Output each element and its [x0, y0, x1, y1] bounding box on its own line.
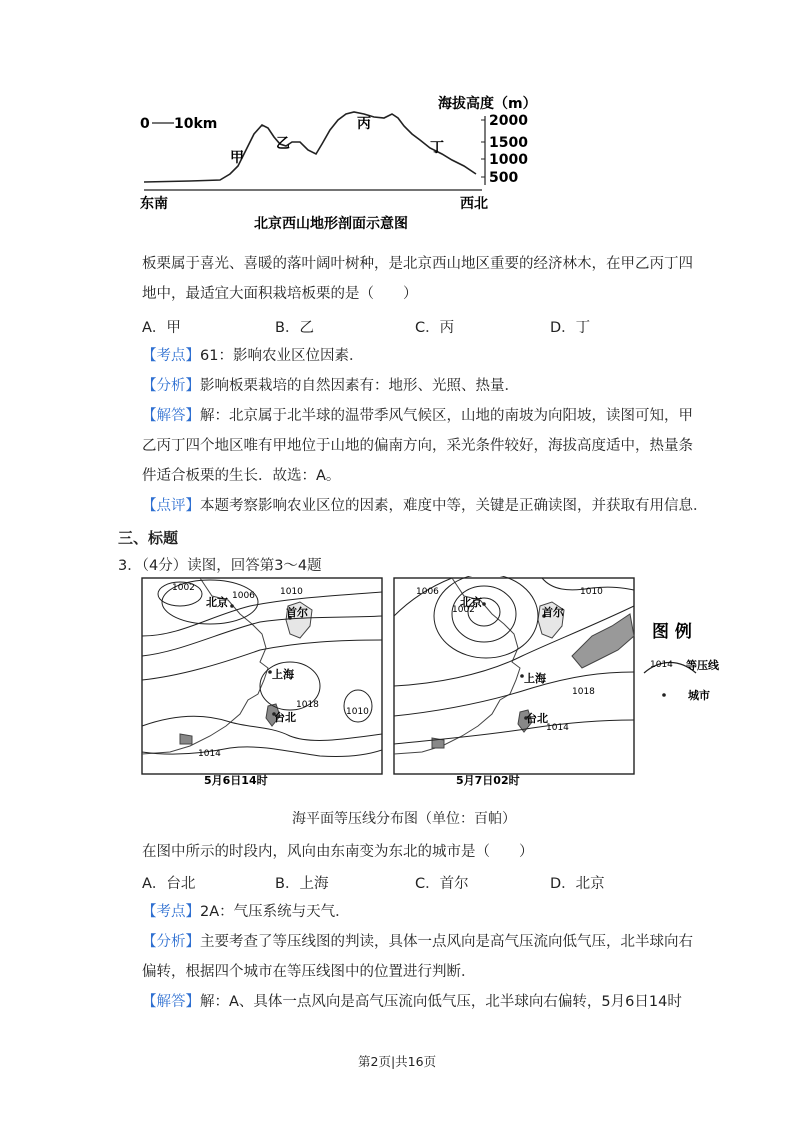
map1-isobar-label: 1002	[172, 583, 195, 593]
map1-city-dot	[230, 604, 234, 608]
map1-isobar-label: 1006	[232, 591, 255, 601]
map-legend	[640, 615, 730, 725]
legend-title: 图 例	[652, 622, 692, 642]
q3-jieda-label: 【解答】	[142, 994, 200, 1010]
map2-isobar-label: 1018	[572, 687, 595, 697]
kaodian-text: 61：影响农业区位因素．	[200, 348, 364, 364]
q2-option-a: A．甲	[142, 320, 181, 336]
q2-jieda-line2: 乙丙丁四个地区唯有甲地位于山地的偏南方向，采光条件较好，海拔高度适中，热量条	[142, 438, 693, 454]
dianping-text: 本题考察影响农业区位的因素，难度中等，关键是正确读图，并获取有用信息．	[200, 498, 708, 514]
isobar-map-may6	[140, 576, 384, 790]
map1-isobar-label: 1018	[296, 700, 319, 710]
map-caption: 海平面等压线分布图（单位：百帕）	[292, 811, 516, 827]
q3-header: 3．（4分）读图，回答第3～4题	[118, 558, 322, 574]
map1-city-taipei: 台北	[274, 711, 296, 724]
label-yi: 乙	[276, 136, 290, 152]
map1-isobar-label: 1010	[346, 707, 369, 717]
q2-option-c: C．丙	[415, 320, 455, 336]
jieda-label: 【解答】	[142, 408, 200, 424]
section-title: 三、标题	[118, 529, 179, 547]
map1-isobar-label: 1014	[198, 749, 221, 759]
dir-northwest: 西北	[460, 196, 488, 212]
q3-option-c: C．首尔	[415, 876, 469, 892]
profile-caption: 北京西山地形剖面示意图	[254, 216, 408, 232]
q3-jieda-text: 解：A、具体一点风向是高气压流向低气压，北半球向右偏转，5月6日14时	[200, 994, 682, 1010]
q3-jieda-line1	[142, 992, 682, 1012]
q3-fenxi-text: 主要考查了等压线图的判读，具体一点风向是高气压流向低气压，北半球向右	[200, 934, 693, 950]
q3-option-b: B．上海	[275, 876, 329, 892]
map2-date: 5月7日02时	[456, 774, 520, 787]
map2-city-shanghai: 上海	[524, 672, 546, 685]
q2-stem-line2: 地中，最适宜大面积栽培板栗的是（ ）	[142, 286, 418, 302]
legend-city-label: 城市	[688, 689, 710, 702]
q2-kaodian	[142, 346, 363, 366]
q2-stem-line1: 板栗属于喜光、喜暖的落叶阔叶树种，是北京西山地区重要的经济林木，在甲乙丙丁四	[142, 256, 693, 272]
q2-fenxi	[142, 376, 519, 396]
dianping-label: 【点评】	[142, 498, 200, 514]
kaodian-label: 【考点】	[142, 348, 200, 364]
map1-date: 5月6日14时	[204, 774, 268, 787]
legend-city-dot	[662, 693, 666, 697]
terrain-profile-figure	[130, 90, 540, 240]
isobar-map-may7	[392, 576, 636, 790]
tick-1500: 1500	[489, 135, 528, 151]
jieda-text: 解：北京属于北半球的温带季风气候区，山地的南坡为向阳坡，读图可知，甲	[200, 408, 693, 424]
map2-isobar-label: 1006	[416, 587, 439, 597]
map2-city-taipei: 台北	[526, 712, 548, 725]
tick-500: 500	[489, 170, 519, 186]
map2-city-dot	[482, 602, 486, 606]
map2-isobar-label: 1002	[452, 605, 475, 615]
map2-city-seoul: 首尔	[542, 606, 564, 619]
q3-fenxi-line1	[142, 932, 693, 952]
fenxi-text: 影响板栗栽培的自然因素有：地形、光照、热量．	[200, 378, 519, 394]
label-ding: 丁	[430, 140, 444, 156]
scale-label: 10km	[174, 116, 218, 132]
q3-kaodian	[142, 902, 350, 922]
scale-zero: 0	[140, 116, 150, 132]
map1-city-beijing: 北京	[206, 596, 228, 609]
page-footer: 第2页|共16页	[358, 1054, 437, 1069]
label-jia: 甲	[230, 150, 244, 166]
map2-isobar-label: 1010	[580, 587, 603, 597]
q3-option-d: D．北京	[550, 876, 605, 892]
map2-frame	[394, 578, 634, 774]
dir-southeast: 东南	[140, 196, 168, 212]
fenxi-label: 【分析】	[142, 378, 200, 394]
tick-2000: 2000	[489, 113, 528, 129]
q3-option-a: A．台北	[142, 876, 196, 892]
q2-option-d: D．丁	[550, 320, 591, 336]
q3-fenxi-label: 【分析】	[142, 934, 200, 950]
q2-dianping	[142, 496, 708, 516]
q3-fenxi-line2: 偏转，根据四个城市在等压线图中的位置进行判断．	[142, 964, 476, 980]
q2-option-b: B．乙	[275, 320, 314, 336]
q2-jieda-line1	[142, 406, 693, 426]
map1-frame	[142, 578, 382, 774]
map1-city-seoul: 首尔	[286, 606, 308, 619]
legend-isobar-value: 1014	[650, 660, 673, 670]
map2-isobar-label: 1014	[546, 723, 569, 733]
axis-title: 海拔高度（m）	[438, 96, 537, 112]
q2-jieda-line3: 件适合板栗的生长．故选：A。	[142, 468, 341, 484]
map1-hainan	[180, 734, 192, 744]
legend-isobar-label: 等压线	[686, 659, 719, 672]
map1-isobar-label: 1010	[280, 587, 303, 597]
q3-question: 在图中所示的时段内，风向由东南变为东北的城市是（ ）	[142, 844, 534, 860]
map2-city-beijing: 北京	[460, 596, 482, 609]
tick-1000: 1000	[489, 152, 528, 168]
q3-kaodian-label: 【考点】	[142, 904, 200, 920]
label-bing: 丙	[357, 116, 371, 132]
q3-kaodian-text: 2A：气压系统与天气．	[200, 904, 350, 920]
map1-city-shanghai: 上海	[272, 668, 294, 681]
